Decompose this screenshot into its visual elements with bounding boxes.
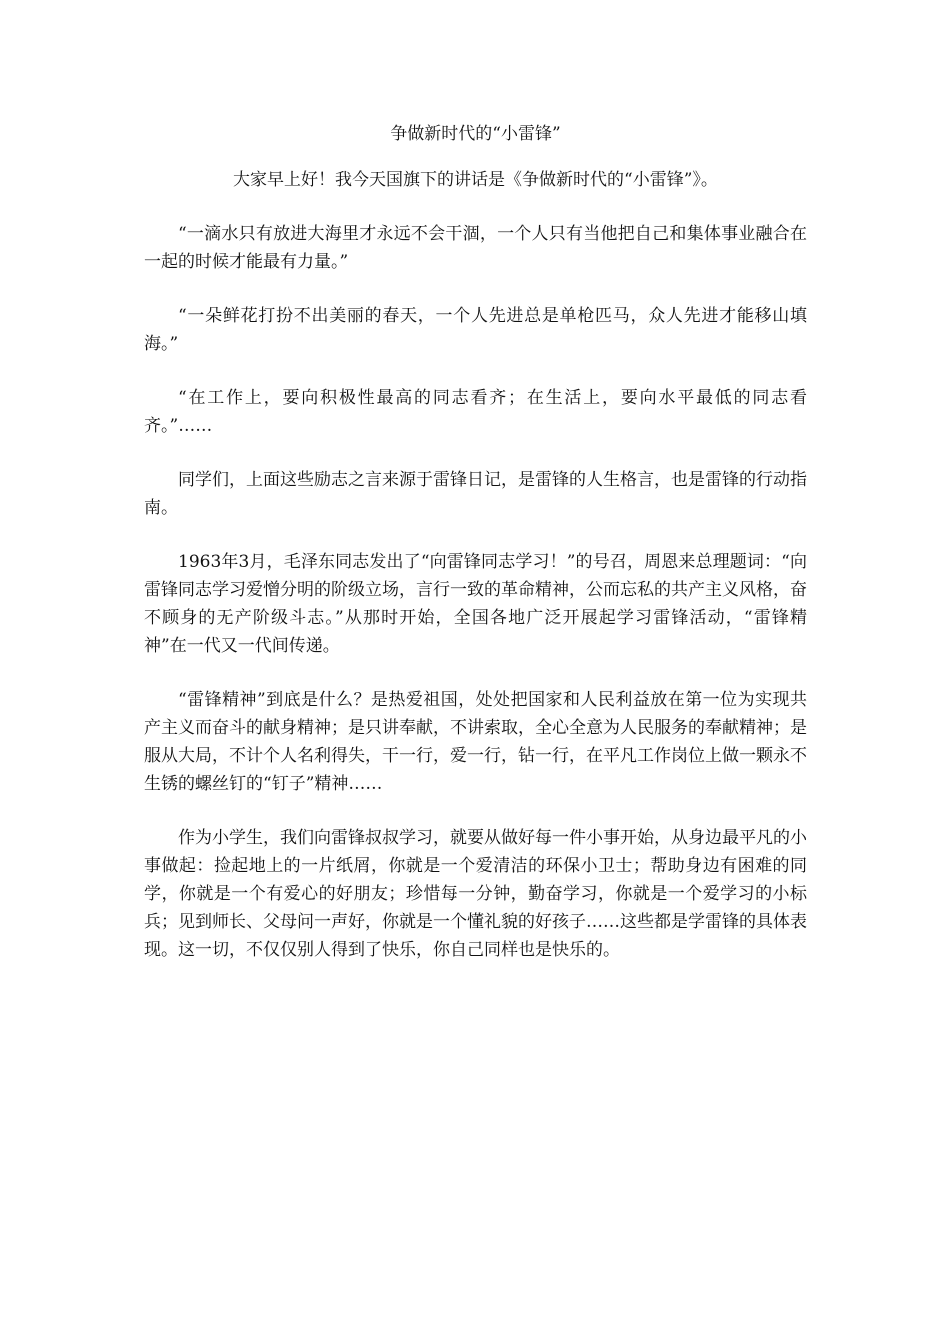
- paragraph-spirit: “雷锋精神”到底是什么？是热爱祖国，处处把国家和人民利益放在第一位为实现共产主义而奋斗的献身精神；是只讲奉献，不讲索取，全心全意为人民服务的奉献精神；是服从大局，不计个人名利得失，干一行，爱一行，钻一行，在平凡工作岗位上做一颗永不生锈的螺丝钉的“钉子”精神……: [144, 690, 807, 794]
- document-body: [144, 120, 807, 990]
- document-title: 争做新时代的“小雷锋”: [390, 124, 561, 144]
- intro-paragraph: 大家早上好！我今天国旗下的讲话是《争做新时代的“小雷锋”》。: [233, 170, 718, 190]
- paragraph-diary-source: 同学们，上面这些励志之言来源于雷锋日记，是雷锋的人生格言，也是雷锋的行动指南。: [144, 470, 807, 518]
- paragraph-history: 1963年3月，毛泽东同志发出了“向雷锋同志学习！”的号召，周恩来总理题词：“向雷锋同志学习爱憎分明的阶级立场，言行一致的革命精神，公而忘私的共产主义风格，奋不顾身的无产阶级斗志。”从那时开始，全国各地广泛开展起学习雷锋活动，“雷锋精神”在一代又一代间传递。: [144, 552, 807, 656]
- paragraph-quote-1: “一滴水只有放进大海里才永远不会干涸，一个人只有当他把自己和集体事业融合在一起的时候才能最有力量。”: [144, 224, 807, 272]
- paragraph-students: 作为小学生，我们向雷锋叔叔学习，就要从做好每一件小事开始，从身边最平凡的小事做起：捡起地上的一片纸屑，你就是一个爱清洁的环保小卫士；帮助身边有困难的同学，你就是一个有爱心的好朋友；珍惜每一分钟，勤奋学习，你就是一个爱学习的小标兵；见到师长、父母问一声好，你就是一个懂礼貌的好孩子……这些都是学雷锋的具体表现。这一切，不仅仅别人得到了快乐，你自己同样也是快乐的。: [144, 828, 807, 960]
- paragraph-quote-2: “一朵鲜花打扮不出美丽的春天，一个人先进总是单枪匹马，众人先进才能移山填海。”: [144, 306, 807, 354]
- paragraph-quote-3: “在工作上，要向积极性最高的同志看齐；在生活上，要向水平最低的同志看齐。”……: [144, 388, 807, 436]
